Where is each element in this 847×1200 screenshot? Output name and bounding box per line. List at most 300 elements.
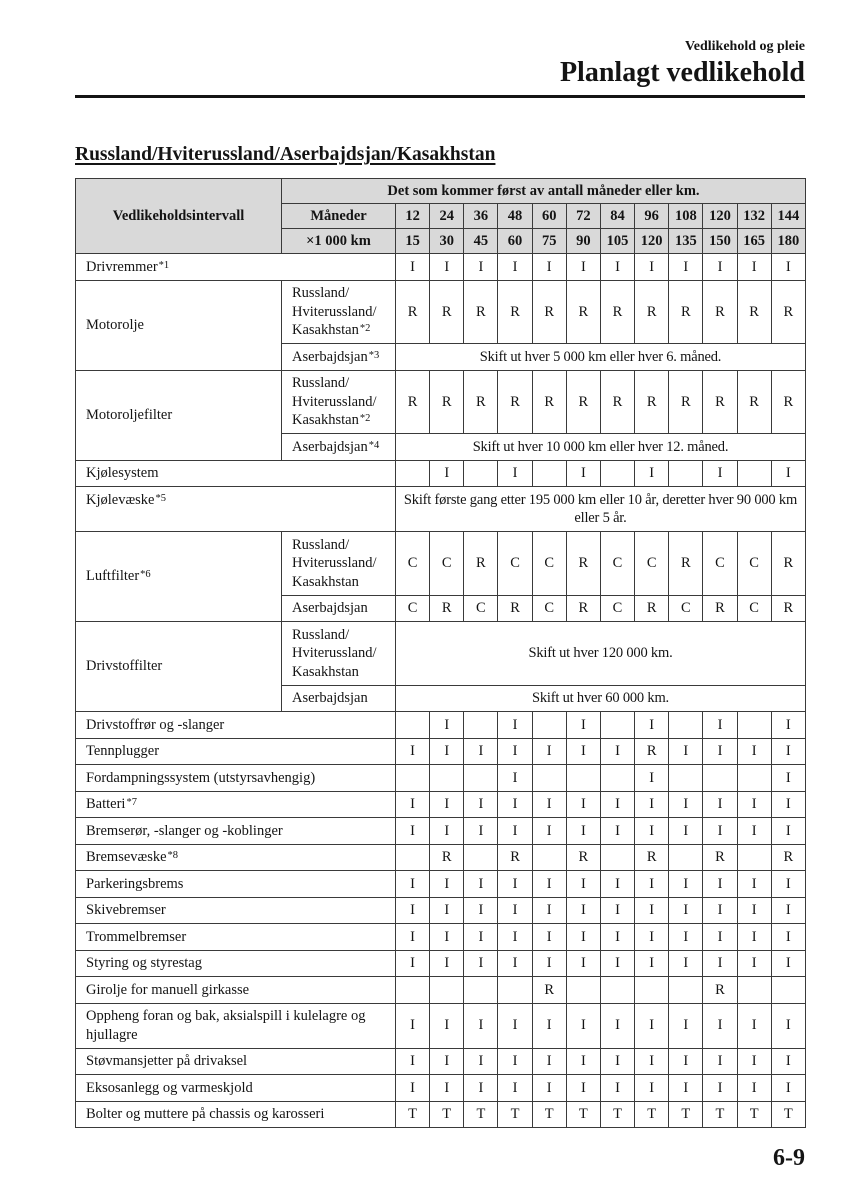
schedule-row: [76, 818, 806, 845]
region-variant-text: Russland/ Hviterussland/ Kasakhstan: [292, 375, 377, 428]
interval-code-cell: I: [532, 1003, 566, 1048]
interval-code-cell: I: [635, 254, 669, 281]
interval-code-cell: I: [635, 712, 669, 739]
header-row-intro: [76, 179, 806, 204]
region-variant-text: Aserbajdsjan: [292, 348, 368, 365]
interval-code-cell: T: [635, 1101, 669, 1128]
interval-code-cell: I: [635, 765, 669, 792]
interval-code-cell: [464, 765, 498, 792]
interval-code-cell: R: [635, 370, 669, 434]
interval-code-cell: I: [566, 818, 600, 845]
interval-code-cell: R: [430, 595, 464, 622]
interval-code-cell: R: [737, 280, 771, 344]
whichever-first-header: Det som kommer først av antall måneder eller km.: [282, 179, 806, 204]
interval-code-cell: [532, 712, 566, 739]
schedule-row: [76, 765, 806, 792]
interval-code-cell: I: [600, 924, 634, 951]
maintenance-item: [76, 532, 282, 622]
page-number: 6-9: [773, 1145, 805, 1171]
interval-code-cell: [396, 844, 430, 871]
interval-code-cell: [669, 712, 703, 739]
interval-code-cell: I: [703, 897, 737, 924]
interval-code-cell: I: [703, 791, 737, 818]
interval-code-cell: I: [464, 924, 498, 951]
interval-code-cell: R: [532, 370, 566, 434]
interval-code-cell: C: [498, 532, 532, 596]
interval-code-cell: [669, 977, 703, 1004]
interval-code-cell: I: [771, 871, 805, 898]
interval-code-cell: R: [566, 844, 600, 871]
maintenance-item: [76, 712, 396, 739]
km-label: ×1 000 km: [282, 229, 396, 254]
footnote-marker: *1: [158, 259, 170, 271]
maintenance-item-text: Bremsevæske: [86, 849, 167, 865]
maintenance-item: [76, 738, 396, 765]
interval-code-cell: I: [635, 871, 669, 898]
interval-code-cell: I: [771, 765, 805, 792]
interval-code-cell: [737, 765, 771, 792]
km-value: 60: [498, 229, 532, 254]
months-value: 144: [771, 204, 805, 229]
interval-code-cell: C: [464, 595, 498, 622]
maintenance-item-text: Fordampningssystem (utstyrsavhengig): [86, 769, 316, 786]
interval-code-cell: I: [669, 897, 703, 924]
interval-code-cell: I: [498, 1075, 532, 1102]
maintenance-item-text: Bolter og muttere på chassis og karosseri: [86, 1106, 325, 1122]
interval-code-cell: [703, 765, 737, 792]
interval-code-cell: C: [430, 532, 464, 596]
interval-code-cell: T: [737, 1101, 771, 1128]
interval-code-cell: I: [396, 738, 430, 765]
maintenance-item: [76, 1048, 396, 1075]
interval-code-cell: [464, 712, 498, 739]
interval-code-cell: I: [498, 924, 532, 951]
interval-code-cell: [600, 844, 634, 871]
interval-code-cell: [635, 977, 669, 1004]
interval-code-cell: I: [600, 818, 634, 845]
interval-header-cell: Vedlikeholdsintervall: [76, 179, 282, 254]
interval-code-cell: I: [498, 871, 532, 898]
interval-code-cell: [566, 977, 600, 1004]
km-value: 180: [771, 229, 805, 254]
months-value: 12: [396, 204, 430, 229]
interval-code-cell: I: [669, 791, 703, 818]
region-variant: [282, 344, 396, 371]
interval-code-cell: I: [703, 950, 737, 977]
interval-code-cell: I: [771, 712, 805, 739]
maintenance-item-text: Tennplugger: [86, 743, 160, 759]
interval-code-cell: R: [498, 280, 532, 344]
interval-code-cell: I: [703, 712, 737, 739]
region-variant-text: Aserbajdsjan: [292, 600, 368, 616]
interval-code-cell: I: [430, 1075, 464, 1102]
interval-code-cell: I: [532, 924, 566, 951]
km-value: 75: [532, 229, 566, 254]
interval-code-cell: I: [600, 254, 634, 281]
interval-code-cell: [430, 977, 464, 1004]
maintenance-item-text: Drivremmer: [86, 258, 158, 275]
interval-code-cell: [669, 460, 703, 487]
km-value: 165: [737, 229, 771, 254]
maintenance-item: [76, 1003, 396, 1048]
interval-code-cell: R: [430, 844, 464, 871]
maintenance-item: [76, 1101, 396, 1128]
interval-code-cell: I: [532, 738, 566, 765]
interval-code-cell: I: [737, 871, 771, 898]
months-value: 60: [532, 204, 566, 229]
interval-instruction: Skift ut hver 10 000 km eller hver 12. måned.: [396, 434, 806, 461]
interval-code-cell: [464, 844, 498, 871]
schedule-row: [76, 622, 806, 686]
interval-code-cell: R: [532, 977, 566, 1004]
interval-code-cell: [669, 765, 703, 792]
km-value: 150: [703, 229, 737, 254]
interval-code-cell: [600, 765, 634, 792]
interval-code-cell: T: [600, 1101, 634, 1128]
interval-code-cell: R: [771, 370, 805, 434]
interval-code-cell: [396, 765, 430, 792]
maintenance-item: [76, 622, 282, 712]
interval-code-cell: I: [464, 897, 498, 924]
interval-code-cell: I: [430, 460, 464, 487]
region-variant-text: Russland/ Hviterussland/ Kasakhstan: [292, 626, 377, 680]
interval-code-cell: I: [464, 791, 498, 818]
interval-code-cell: I: [737, 1075, 771, 1102]
interval-code-cell: I: [600, 1075, 634, 1102]
interval-code-cell: C: [669, 595, 703, 622]
interval-code-cell: I: [532, 950, 566, 977]
interval-code-cell: I: [464, 818, 498, 845]
interval-code-cell: I: [771, 924, 805, 951]
schedule-row: [76, 977, 806, 1004]
interval-code-cell: I: [498, 738, 532, 765]
region-variant-text: Russland/ Hviterussland/ Kasakhstan: [292, 536, 377, 590]
interval-code-cell: C: [396, 595, 430, 622]
interval-code-cell: T: [464, 1101, 498, 1128]
interval-code-cell: R: [669, 280, 703, 344]
interval-code-cell: I: [737, 791, 771, 818]
months-value: 108: [669, 204, 703, 229]
interval-code-cell: I: [532, 871, 566, 898]
maintenance-item-text: Motoroljefilter: [86, 406, 173, 423]
interval-code-cell: R: [430, 370, 464, 434]
maintenance-item-text: Skivebremser: [86, 902, 166, 918]
interval-code-cell: I: [396, 924, 430, 951]
months-value: 72: [566, 204, 600, 229]
months-value: 120: [703, 204, 737, 229]
maintenance-item-text: Kjølevæske: [86, 491, 155, 508]
region-variant: [282, 595, 396, 622]
interval-code-cell: I: [669, 950, 703, 977]
schedule-row: [76, 950, 806, 977]
interval-code-cell: I: [600, 738, 634, 765]
maintenance-item: [76, 977, 396, 1004]
schedule-row: [76, 280, 806, 344]
interval-code-cell: I: [498, 1048, 532, 1075]
interval-code-cell: R: [669, 532, 703, 596]
interval-code-cell: T: [396, 1101, 430, 1128]
interval-code-cell: [600, 977, 634, 1004]
maintenance-item-text: Drivstoffilter: [86, 658, 163, 675]
interval-code-cell: I: [464, 738, 498, 765]
interval-code-cell: I: [498, 712, 532, 739]
maintenance-item-text: Kjølesystem: [86, 465, 159, 481]
footnote-marker: *8: [167, 850, 179, 861]
interval-code-cell: I: [635, 1075, 669, 1102]
interval-code-cell: [498, 977, 532, 1004]
interval-code-cell: I: [669, 1075, 703, 1102]
interval-code-cell: I: [396, 871, 430, 898]
months-value: 84: [600, 204, 634, 229]
interval-code-cell: R: [703, 977, 737, 1004]
interval-code-cell: R: [737, 370, 771, 434]
interval-code-cell: I: [464, 1048, 498, 1075]
interval-code-cell: I: [566, 738, 600, 765]
interval-code-cell: R: [635, 844, 669, 871]
interval-code-cell: [532, 765, 566, 792]
interval-code-cell: [737, 844, 771, 871]
interval-code-cell: R: [498, 595, 532, 622]
interval-code-cell: I: [635, 1048, 669, 1075]
interval-code-cell: C: [600, 532, 634, 596]
interval-instruction: Skift ut hver 120 000 km.: [396, 622, 806, 686]
interval-code-cell: I: [532, 254, 566, 281]
interval-code-cell: [464, 460, 498, 487]
footnote-marker: *6: [140, 569, 151, 581]
months-label: Måneder: [282, 204, 396, 229]
interval-code-cell: I: [498, 791, 532, 818]
interval-code-cell: I: [430, 791, 464, 818]
interval-code-cell: I: [737, 738, 771, 765]
interval-code-cell: I: [566, 1075, 600, 1102]
interval-code-cell: I: [771, 1003, 805, 1048]
interval-code-cell: I: [396, 254, 430, 281]
interval-code-cell: R: [430, 280, 464, 344]
maintenance-item: [76, 1075, 396, 1102]
interval-code-cell: I: [737, 924, 771, 951]
interval-code-cell: I: [600, 791, 634, 818]
interval-code-cell: I: [703, 871, 737, 898]
interval-code-cell: I: [430, 1048, 464, 1075]
interval-code-cell: I: [566, 871, 600, 898]
interval-code-cell: I: [771, 254, 805, 281]
interval-code-cell: I: [532, 1048, 566, 1075]
maintenance-item: [76, 818, 396, 845]
interval-code-cell: R: [771, 844, 805, 871]
interval-code-cell: I: [703, 738, 737, 765]
interval-code-cell: [771, 977, 805, 1004]
region-variant: [282, 685, 396, 712]
interval-code-cell: I: [498, 897, 532, 924]
interval-code-cell: I: [669, 1003, 703, 1048]
interval-code-cell: I: [532, 791, 566, 818]
interval-code-cell: I: [566, 460, 600, 487]
km-value: 30: [430, 229, 464, 254]
interval-code-cell: I: [737, 1048, 771, 1075]
interval-code-cell: [532, 460, 566, 487]
interval-code-cell: I: [498, 950, 532, 977]
region-variant-text: Aserbajdsjan: [292, 690, 368, 706]
interval-instruction: Skift første gang etter 195 000 km eller 10 år, deretter hver 90 000 km eller 5 år.: [396, 487, 806, 532]
interval-code-cell: C: [703, 532, 737, 596]
interval-code-cell: I: [566, 950, 600, 977]
interval-code-cell: R: [635, 738, 669, 765]
interval-code-cell: T: [498, 1101, 532, 1128]
months-value: 24: [430, 204, 464, 229]
region-variant-text: Russland/ Hviterussland/ Kasakhstan: [292, 285, 377, 338]
interval-code-cell: I: [430, 712, 464, 739]
schedule-row: [76, 1048, 806, 1075]
schedule-row: [76, 1003, 806, 1048]
interval-code-cell: I: [430, 924, 464, 951]
interval-code-cell: I: [566, 1003, 600, 1048]
interval-code-cell: I: [635, 950, 669, 977]
region-variant: [282, 532, 396, 596]
months-value: 132: [737, 204, 771, 229]
section-title: Russland/Hviterussland/Aserbajdsjan/Kasakhstan: [75, 144, 496, 165]
interval-code-cell: C: [600, 595, 634, 622]
interval-code-cell: [737, 460, 771, 487]
maintenance-item-text: Parkeringsbrems: [86, 875, 184, 892]
footnote-marker: *2: [359, 323, 371, 334]
maintenance-item: [76, 844, 396, 871]
maintenance-item: [76, 487, 396, 532]
interval-code-cell: R: [396, 370, 430, 434]
schedule-row: [76, 1101, 806, 1128]
interval-code-cell: I: [771, 791, 805, 818]
km-value: 45: [464, 229, 498, 254]
interval-code-cell: I: [703, 460, 737, 487]
maintenance-item: [76, 791, 396, 818]
interval-code-cell: T: [532, 1101, 566, 1128]
footnote-marker: *2: [359, 413, 371, 424]
chapter-heading: Vedlikehold og pleie: [684, 39, 805, 54]
interval-code-cell: I: [737, 818, 771, 845]
km-value: 135: [669, 229, 703, 254]
interval-code-cell: I: [600, 1048, 634, 1075]
maintenance-item-text: Bremserør, -slanger og -koblinger: [86, 822, 283, 839]
interval-code-cell: [737, 712, 771, 739]
interval-code-cell: R: [703, 844, 737, 871]
interval-code-cell: I: [669, 818, 703, 845]
interval-code-cell: I: [600, 950, 634, 977]
interval-code-cell: I: [771, 1075, 805, 1102]
interval-instruction: Skift ut hver 60 000 km.: [396, 685, 806, 712]
interval-code-cell: I: [635, 897, 669, 924]
months-value: 48: [498, 204, 532, 229]
interval-code-cell: T: [566, 1101, 600, 1128]
interval-code-cell: I: [703, 818, 737, 845]
months-value: 96: [635, 204, 669, 229]
interval-code-cell: I: [771, 818, 805, 845]
interval-code-cell: I: [532, 818, 566, 845]
interval-code-cell: I: [635, 818, 669, 845]
interval-code-cell: [532, 844, 566, 871]
interval-code-cell: R: [703, 595, 737, 622]
km-value: 15: [396, 229, 430, 254]
interval-code-cell: R: [464, 280, 498, 344]
interval-code-cell: I: [635, 460, 669, 487]
interval-code-cell: [396, 977, 430, 1004]
interval-code-cell: R: [566, 370, 600, 434]
interval-code-cell: I: [669, 924, 703, 951]
interval-code-cell: I: [498, 765, 532, 792]
interval-code-cell: I: [396, 897, 430, 924]
maintenance-item: [76, 897, 396, 924]
interval-code-cell: I: [771, 460, 805, 487]
interval-code-cell: [669, 844, 703, 871]
schedule-row: [76, 487, 806, 532]
interval-code-cell: I: [430, 254, 464, 281]
interval-code-cell: C: [532, 595, 566, 622]
interval-code-cell: R: [464, 532, 498, 596]
interval-code-cell: R: [600, 370, 634, 434]
maintenance-item: [76, 924, 396, 951]
km-value: 105: [600, 229, 634, 254]
interval-code-cell: C: [532, 532, 566, 596]
interval-code-cell: I: [635, 1003, 669, 1048]
maintenance-item: [76, 280, 282, 370]
schedule-row: [76, 924, 806, 951]
interval-code-cell: I: [430, 738, 464, 765]
interval-code-cell: R: [566, 532, 600, 596]
interval-code-cell: R: [600, 280, 634, 344]
interval-code-cell: I: [430, 897, 464, 924]
interval-code-cell: I: [464, 950, 498, 977]
interval-code-cell: I: [430, 818, 464, 845]
region-variant: [282, 434, 396, 461]
interval-code-cell: [430, 765, 464, 792]
interval-code-cell: I: [396, 791, 430, 818]
maintenance-item: [76, 370, 282, 460]
interval-code-cell: I: [566, 897, 600, 924]
interval-code-cell: R: [635, 280, 669, 344]
interval-code-cell: C: [635, 532, 669, 596]
interval-code-cell: R: [771, 280, 805, 344]
interval-code-cell: I: [498, 460, 532, 487]
maintenance-item-text: Eksosanlegg og varmeskjold: [86, 1079, 253, 1096]
footnote-marker: *4: [368, 439, 380, 451]
interval-code-cell: R: [703, 280, 737, 344]
interval-code-cell: I: [396, 950, 430, 977]
interval-code-cell: R: [635, 595, 669, 622]
interval-code-cell: T: [703, 1101, 737, 1128]
maintenance-item: [76, 460, 396, 487]
interval-code-cell: R: [464, 370, 498, 434]
interval-code-cell: I: [464, 254, 498, 281]
interval-code-cell: I: [498, 1003, 532, 1048]
interval-code-cell: I: [737, 254, 771, 281]
interval-code-cell: I: [430, 871, 464, 898]
page-title: Planlagt vedlikehold: [559, 57, 805, 88]
interval-code-cell: I: [566, 791, 600, 818]
interval-code-cell: I: [771, 1048, 805, 1075]
interval-code-cell: I: [396, 1048, 430, 1075]
maintenance-item-text: Motorolje: [86, 316, 144, 333]
maintenance-item-text: Oppheng foran og bak, aksialspill i kulelagre og hjullagre: [86, 1008, 366, 1043]
interval-code-cell: R: [771, 595, 805, 622]
schedule-body: [76, 254, 806, 1128]
interval-code-cell: I: [600, 897, 634, 924]
region-variant: [282, 370, 396, 434]
interval-code-cell: I: [737, 950, 771, 977]
interval-code-cell: I: [498, 254, 532, 281]
interval-code-cell: I: [566, 1048, 600, 1075]
months-value: 36: [464, 204, 498, 229]
region-variant: [282, 280, 396, 344]
interval-code-cell: I: [396, 1003, 430, 1048]
interval-code-cell: R: [498, 370, 532, 434]
